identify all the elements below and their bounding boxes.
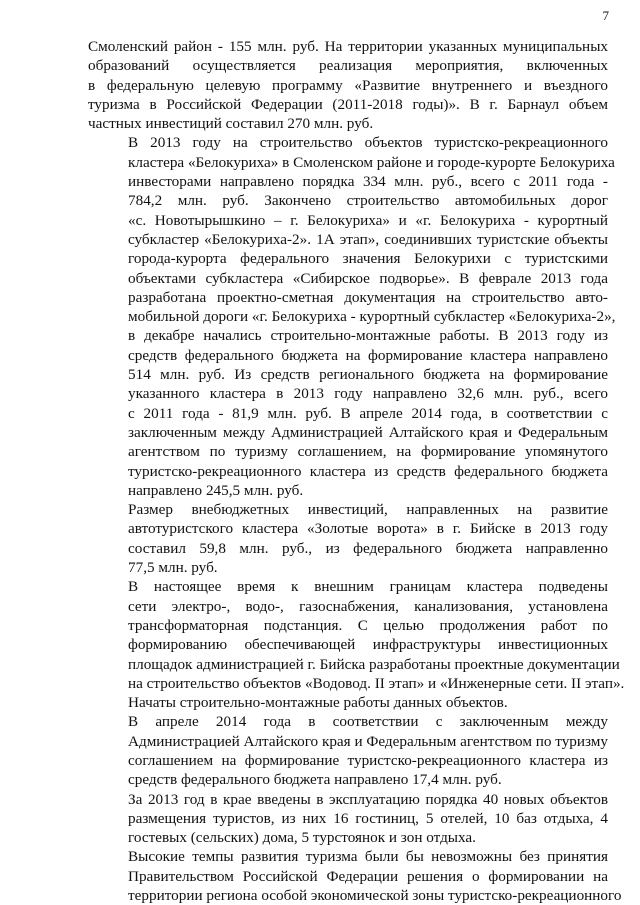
text-line: формированию обеспечивающей инфраструктуры инвестиционных	[128, 636, 608, 654]
text-line: гостевых (сельских) дома, 5 турстоянок и зон отдыха.	[128, 829, 476, 847]
text-line: субкластер «Белокуриха-2». 1А этап», соединивших туристские объекты	[128, 230, 608, 248]
text-line: Администрацией Алтайского края и Федеральным агентством по туризму	[128, 732, 608, 750]
text-line: 784,2 млн. руб. Закончено строительство автомобильных дорог	[128, 192, 608, 210]
text-line: автотуристского кластера «Золотые ворота» в г. Бийске в 2013 году	[128, 520, 608, 538]
text-line: разработана проектно-сметная документация на строительство авто-	[128, 288, 608, 306]
text-line: в федеральную целевую программу «Развитие внутреннего и въездного	[88, 76, 608, 94]
text-line: мобильной дороги «г. Белокуриха - курортный субкластер «Белокуриха-2»,	[128, 308, 616, 326]
text-line: города-курорта федерального значения Белокурихи с туристскими	[128, 250, 608, 268]
text-line: средств федерального бюджета направлено 17,4 млн. руб.	[128, 771, 502, 789]
text-line: В 2013 году на строительство объектов туристско-рекреационного	[128, 134, 608, 152]
text-line: В настоящее время к внешним границам кластера подведены	[128, 578, 608, 596]
text-line: направлено 245,5 млн. руб.	[128, 481, 304, 499]
text-line: 514 млн. руб. Из средств регионального бюджета на формирование	[128, 366, 608, 384]
text-line: сети электро-, водо-, газоснабжения, канализования, установлена	[128, 597, 608, 615]
text-line: Размер внебюджетных инвестиций, направленных на развитие	[128, 501, 608, 519]
text-line: туристско-рекреационного кластера из средств федерального бюджета	[128, 462, 608, 480]
text-line: агентством по туризму соглашением, на формирование упомянутого	[128, 443, 608, 461]
text-line: средств федерального бюджета на формирование кластера направлено	[128, 346, 608, 364]
text-line: заключенным между Администрацией Алтайского края и Федеральным	[128, 423, 608, 441]
text-line: территории региона особой экономической зоны туристско-рекреационного	[128, 887, 622, 905]
text-line: с 2011 года - 81,9 млн. руб. В апреле 2014 года, в соответствии с	[128, 404, 608, 422]
text-line: Смоленский район - 155 млн. руб. На территории указанных муниципальных	[88, 38, 608, 55]
text-line: на строительство объектов «Водовод. II этап» и «Инженерные сети. II этап».	[128, 674, 625, 692]
paragraph	[88, 133, 616, 500]
text-line: трансформаторная подстанция. С целью продолжения работ по	[128, 616, 608, 634]
paragraph	[88, 500, 608, 577]
text-line: частных инвестиций составил 270 млн. руб.	[88, 115, 374, 133]
text-line: составил 59,8 млн. руб., из федерального бюджета направленно	[128, 539, 608, 557]
text-line: За 2013 год в крае введены в эксплуатацию порядка 40 новых объектов	[128, 790, 608, 808]
paragraph	[88, 712, 608, 789]
paragraph	[88, 37, 608, 133]
text-line: кластера «Белокуриха» в Смоленском районе и городе-курорте Белокуриха	[128, 153, 615, 171]
paragraph	[88, 790, 608, 848]
text-line: размещения туристов, из них 16 гостиниц, 5 отелей, 10 баз отдыха, 4	[128, 809, 608, 827]
text-line: в декабре начались строительно-монтажные работы. В 2013 году из	[128, 327, 608, 345]
text-line: 77,5 млн. руб.	[128, 559, 218, 577]
text-line: «с. Новотырышкино – г. Белокуриха» и «г. Белокуриха - курортный	[128, 211, 608, 229]
text-line: Правительством Российской Федерации решения о формировании на	[128, 867, 608, 885]
paragraph	[88, 847, 622, 905]
text-line: Начаты строительно-монтажные работы данных объектов.	[128, 694, 508, 712]
text-line: указанного кластера в 2013 году направлено 32,6 млн. руб., всего	[128, 385, 608, 403]
text-line: Высокие темпы развития туризма были бы невозможны без принятия	[128, 848, 608, 866]
text-line: объектами субкластера «Сибирское подворье». В феврале 2013 года	[128, 269, 608, 287]
text-line: туризма в Российской Федерации (2011-2018 годы)». В г. Барнаул объем	[88, 95, 608, 113]
text-line: площадок администрацией г. Бийска разработаны проектные документации	[128, 655, 620, 673]
document-body	[88, 37, 625, 905]
paragraph	[88, 577, 625, 712]
page-number: 7	[602, 8, 609, 23]
text-line: образований осуществляется реализация мероприятия, включенных	[88, 57, 608, 75]
text-line: инвесторами направлено порядка 334 млн. руб., всего с 2011 года -	[128, 173, 608, 191]
text-line: В апреле 2014 года в соответствии с заключенным между	[128, 713, 608, 731]
text-line: соглашением на формирование туристско-рекреационного кластера из	[128, 751, 608, 769]
